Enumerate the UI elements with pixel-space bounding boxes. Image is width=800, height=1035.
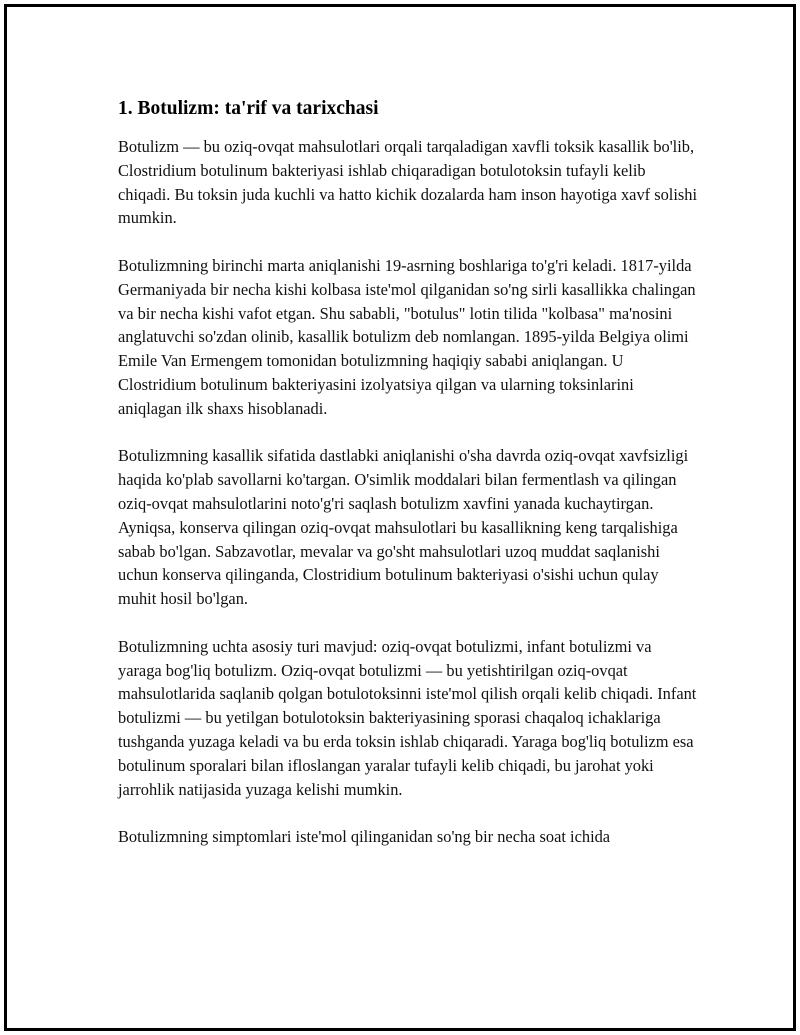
section-heading: 1. Botulizm: ta'rif va tarixchasi	[118, 98, 379, 119]
page-frame	[4, 4, 796, 1031]
paragraph-types: Botulizmning uchta asosiy turi mavjud: oziq-ovqat botulizmi, infant botulizmi va yaraga bog'liq botulizm. Oziq-ovqat botulizmi — bu yetishtirilgan oziq-ovqat mahsulotlarida saqlanib qolgan botulotoksinni iste'mol qilish orqali kelib chiqadi. Infant botulizmi — bu yetilgan botulotoksin bakteriyasining sporasi chaqaloq ichaklariga tushganda yuzaga keladi va bu erda toksin ishlab chiqaradi. Yaraga bog'liq botulizm esa botulinum sporalari bilan ifloslangan yaralar tufayli kelib chiqadi, bu jarohat yoki jarrohlik natijasida yuzaga kelishi mumkin.	[118, 636, 697, 799]
paragraph-food-safety: Botulizmning kasallik sifatida dastlabki aniqlanishi o'sha davrda oziq-ovqat xavfsizligi haqida ko'plab savollarni ko'targan. O'simlik moddalari bilan fermentlash va qilingan oziq-ovqat mahsulotlarini noto'g'ri saqlash botulizm xavfini yanada kuchaytirgan. Ayniqsa, konserva qilingan oziq-ovqat mahsulotlari bu kasallikning keng tarqalishiga sabab bo'lgan. Sabzavotlar, mevalar va go'sht mahsulotlari uzoq muddat saqlanishi uchun konserva qilinganda, Clostridium botulinum bakteriyasi o'sishi uchun qulay muhit hosil bo'lgan.	[118, 446, 689, 609]
paragraph-history: Botulizmning birinchi marta aniqlanishi 19-asrning boshlariga to'g'ri keladi. 1817-yilda Germaniyada bir necha kishi kolbasa iste'mol qilganidan so'ng sirli kasallikka chalingan va bir necha kishi vafot etgan. Shu sababli, "botulus" lotin tilida "kolbasa" ma'nosini anglatuvchi so'zdan olinib, kasallik botulizm deb nomlangan. 1895-yilda Belgiya olimi Emile Van Ermengem tomonidan botulizmning haqiqiy sababi aniqlangan. U Clostridium botulinum bakteriyasini izolyatsiya qilgan va ularning toksinlarini aniqlagan ilk shaxs hisoblanadi.	[118, 255, 696, 418]
paragraph-symptoms: Botulizmning simptomlari iste'mol qilinganidan so'ng bir necha soat ichida	[118, 827, 611, 847]
document-body	[118, 95, 698, 873]
paragraph-definition: Botulizm — bu oziq-ovqat mahsulotlari orqali tarqaladigan xavfli toksik kasallik bo'lib, Clostridium botulinum bakteriyasi ishlab chiqaradigan botulotoksin tufayli kelib chiqadi. Bu toksin juda kuchli va hatto kichik dozalarda ham inson hayotiga xavf solishi mumkin.	[118, 137, 698, 228]
